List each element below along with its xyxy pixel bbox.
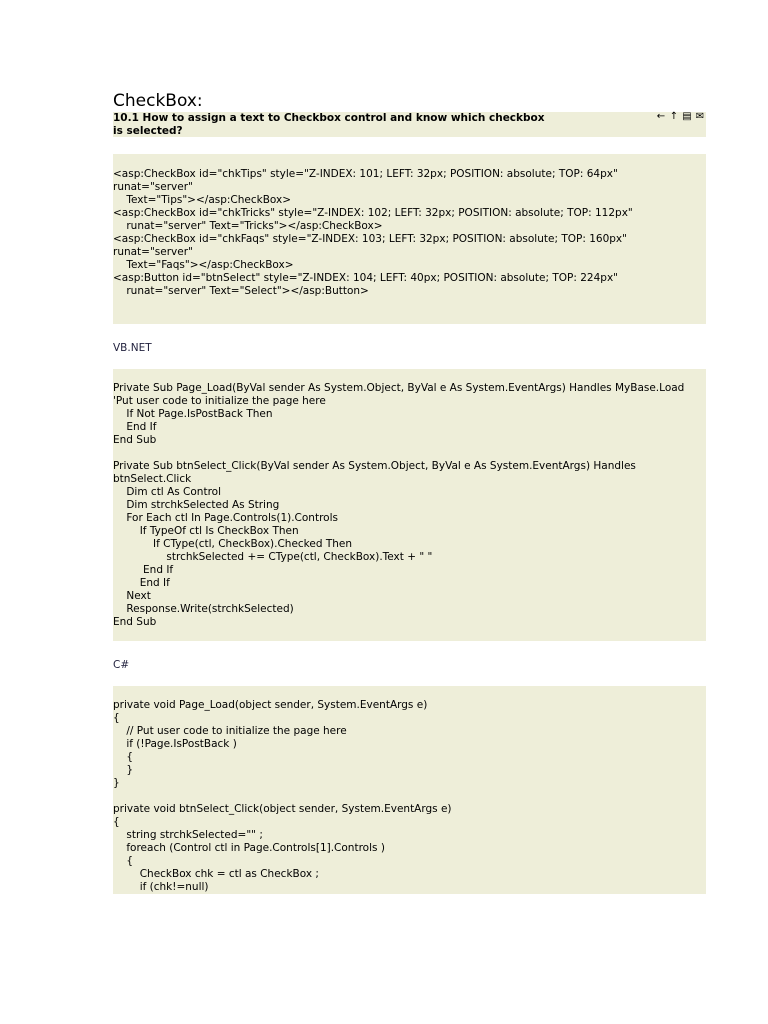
code-line: Response.Write(strchkSelected) <box>113 603 294 615</box>
code-line: If TypeOf ctl Is CheckBox Then <box>113 525 299 537</box>
code-line: // Put user code to initialize the page here <box>113 725 347 737</box>
code-line: <asp:CheckBox id="chkTips" style="Z-INDEX: 101; LEFT: 32px; POSITION: absolute; TOP: 64px" <box>113 168 618 180</box>
up-arrow-icon[interactable]: ↑ <box>669 111 679 122</box>
code-line: Next <box>113 590 151 602</box>
question-bar <box>113 112 706 137</box>
back-arrow-icon[interactable]: ← <box>656 111 666 122</box>
code-line: runat="server" <box>113 246 193 258</box>
aspx-code-block <box>113 154 706 324</box>
aspx-code <box>113 168 706 298</box>
code-line <box>113 447 706 460</box>
code-line: End If <box>113 577 170 589</box>
code-line: } <box>113 777 120 789</box>
code-line: runat="server" Text="Select"></asp:Button> <box>113 285 369 297</box>
code-line: Private Sub btnSelect_Click(ByVal sender As System.Object, ByVal e As System.EventArgs) Handles <box>113 460 636 472</box>
code-line: strchkSelected += CType(ctl, CheckBox).Text + " " <box>113 551 433 563</box>
code-line: End If <box>113 564 174 576</box>
code-line: runat="server" Text="Tricks"></asp:CheckBox> <box>113 220 383 232</box>
code-line: { <box>113 816 120 828</box>
code-line: btnSelect.Click <box>113 473 192 485</box>
code-line: if (chk!=null) <box>113 881 209 893</box>
cs-code <box>113 699 706 894</box>
print-icon[interactable]: ▤ <box>682 111 692 122</box>
mail-icon[interactable]: ✉ <box>695 111 705 122</box>
code-line: For Each ctl In Page.Controls(1).Controls <box>113 512 338 524</box>
code-line: string strchkSelected="" ; <box>113 829 263 841</box>
vb-heading: VB.NET <box>113 342 152 354</box>
code-line: End Sub <box>113 434 157 446</box>
code-line: private void Page_Load(object sender, System.EventArgs e) <box>113 699 428 711</box>
code-line: runat="server" <box>113 181 193 193</box>
code-line: 'Put user code to initialize the page here <box>113 395 326 407</box>
code-line: { <box>113 855 134 867</box>
code-line: Text="Tips"></asp:CheckBox> <box>113 194 292 206</box>
code-line <box>113 790 706 803</box>
code-line: foreach (Control ctl in Page.Controls[1].Controls ) <box>113 842 385 854</box>
nav-icons <box>655 112 706 122</box>
code-line: <asp:Button id="btnSelect" style="Z-INDEX: 104; LEFT: 40px; POSITION: absolute; TOP: 224px" <box>113 272 618 284</box>
code-line: End If <box>113 421 157 433</box>
code-line: } <box>113 764 134 776</box>
code-line: Text="Faqs"></asp:CheckBox> <box>113 259 294 271</box>
code-line: Dim strchkSelected As String <box>113 499 280 511</box>
page-title: CheckBox: <box>113 91 203 111</box>
question-heading: 10.1 How to assign a text to Checkbox control and know which checkbox is selected? <box>113 112 545 137</box>
code-line: CheckBox chk = ctl as CheckBox ; <box>113 868 319 880</box>
vb-code-block <box>113 369 706 641</box>
code-line: private void btnSelect_Click(object sender, System.EventArgs e) <box>113 803 452 815</box>
code-line: if (!Page.IsPostBack ) <box>113 738 237 750</box>
cs-heading: C# <box>113 659 130 671</box>
code-line: If CType(ctl, CheckBox).Checked Then <box>113 538 353 550</box>
vb-code <box>113 382 706 629</box>
code-line: <asp:CheckBox id="chkTricks" style="Z-INDEX: 102; LEFT: 32px; POSITION: absolute; TOP: 112px" <box>113 207 633 219</box>
code-line: { <box>113 751 134 763</box>
cs-code-block <box>113 686 706 894</box>
code-line: If Not Page.IsPostBack Then <box>113 408 273 420</box>
code-line: Private Sub Page_Load(ByVal sender As System.Object, ByVal e As System.EventArgs) Handles MyBase.Load <box>113 382 685 394</box>
code-line: <asp:CheckBox id="chkFaqs" style="Z-INDEX: 103; LEFT: 32px; POSITION: absolute; TOP: 160px" <box>113 233 627 245</box>
code-line: { <box>113 712 120 724</box>
code-line: Dim ctl As Control <box>113 486 222 498</box>
code-line: End Sub <box>113 616 157 628</box>
